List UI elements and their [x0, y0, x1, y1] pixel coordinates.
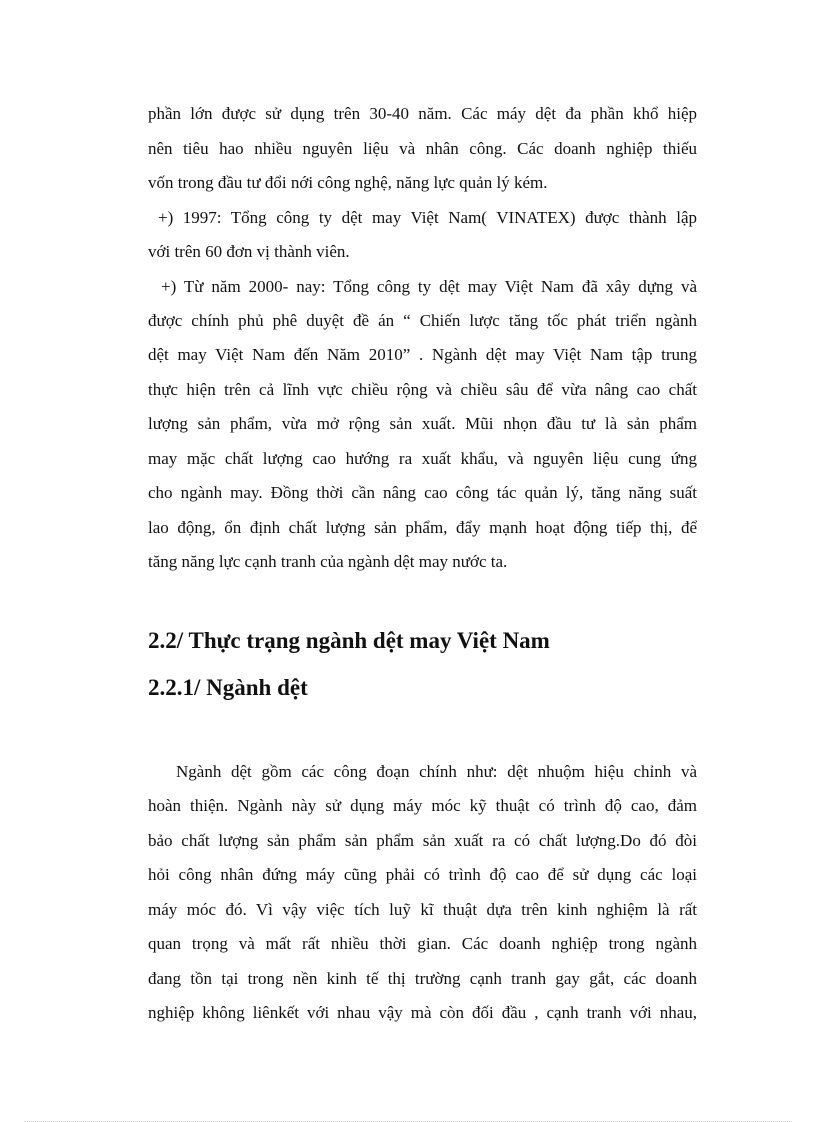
text-line: lượng sản phẩm, vừa mở rộng sản xuất. Mũi nhọn đầu tư là sản phẩm: [148, 414, 697, 433]
text-line: máy móc đó. Vì vậy việc tích luỹ kĩ thuật dựa trên kinh nghiệm là rất: [148, 900, 697, 919]
text-line: dệt may Việt Nam đến Năm 2010” . Ngành dệt may Việt Nam tập trung: [148, 345, 697, 364]
text-line: lao động, ổn định chất lượng sản phẩm, đẩy mạnh hoạt động tiếp thị, để: [148, 518, 697, 537]
text-line: quan trọng và mất rất nhiều thời gian. Các doanh nghiệp trong ngành: [148, 934, 697, 953]
page-bottom-divider: [24, 1121, 792, 1122]
text-line: hoàn thiện. Ngành này sử dụng máy móc kỹ thuật có trình độ cao, đảm: [148, 796, 697, 815]
text-line: tăng năng lực cạnh tranh của ngành dệt may nước ta.: [148, 552, 508, 571]
text-line: Ngành dệt gồm các công đoạn chính như: dệt nhuộm hiệu chỉnh và: [176, 762, 697, 781]
text-line: nghiệp không liênkết với nhau vậy mà còn đối đầu , cạnh tranh với nhau,: [148, 1003, 697, 1022]
text-line: +) 1997: Tổng công ty dệt may Việt Nam( VINATEX) được thành lập: [158, 208, 697, 227]
text-line: đang tồn tại trong nền kinh tế thị trường cạnh tranh gay gắt, các doanh: [148, 969, 697, 988]
text-line: vốn trong đầu tư đổi nới công nghệ, năng lực quản lý kém.: [148, 173, 548, 192]
text-line: may mặc chất lượng cao hướng ra xuất khẩu, và nguyên liệu cung ứng: [148, 449, 697, 468]
text-line: cho ngành may. Đồng thời cần nâng cao công tác quản lý, tăng năng suất: [148, 483, 697, 502]
text-line: hỏi công nhân đứng máy cũng phải có trình độ cao để sử dụng các loại: [148, 865, 697, 884]
subsection-heading: 2.2.1/ Ngành dệt: [148, 675, 308, 700]
text-line: với trên 60 đơn vị thành viên.: [148, 242, 350, 261]
text-line: +) Từ năm 2000- nay: Tổng công ty dệt may Việt Nam đã xây dựng và: [161, 277, 697, 296]
text-line: phần lớn được sử dụng trên 30-40 năm. Các máy dệt đa phần khổ hiệp: [148, 104, 697, 123]
text-line: bảo chất lượng sản phẩm sản phẩm sản xuất ra có chất lượng.Do đó đòi: [148, 831, 697, 850]
text-line: thực hiện trên cả lĩnh vực chiều rộng và chiều sâu để vừa nâng cao chất: [148, 380, 697, 399]
text-line: nên tiêu hao nhiều nguyên liệu và nhân công. Các doanh nghiệp thiếu: [148, 139, 697, 158]
section-heading: 2.2/ Thực trạng ngành dệt may Việt Nam: [148, 628, 550, 653]
text-line: được chính phủ phê duyệt đề án “ Chiến lược tăng tốc phát triển ngành: [148, 311, 697, 330]
